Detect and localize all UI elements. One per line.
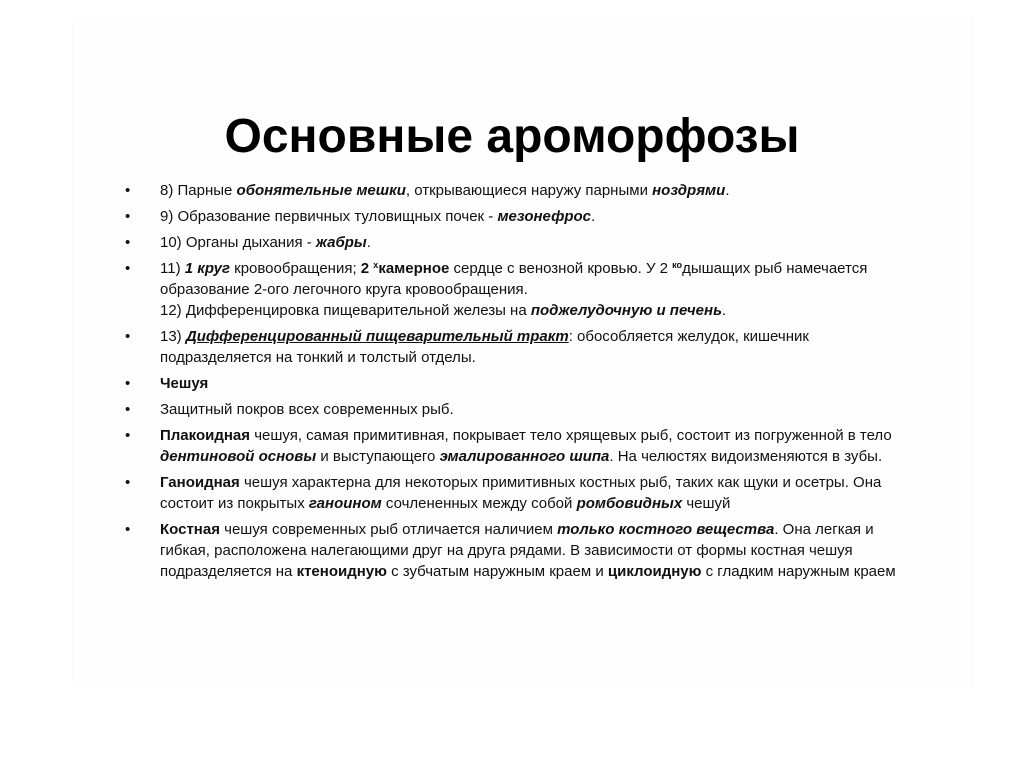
text-run: 8) Парные <box>160 182 237 199</box>
text-run: . <box>591 208 596 225</box>
text-run: эмалированного шипа <box>439 448 610 465</box>
text-run: поджелудочную и печень <box>530 302 722 319</box>
text-run: с гладким наружным краем <box>701 563 896 580</box>
text-run: Плакоидная <box>160 427 251 444</box>
text-run: 2 <box>360 260 374 277</box>
text-run: обонятельные мешки <box>236 182 406 199</box>
bullet-marker: • <box>125 234 131 251</box>
text-run: дышащих рыб намечается образование 2-ого легочного круга кровообращения. <box>160 260 868 298</box>
list-item <box>125 472 915 514</box>
text-run: ноздрями <box>652 182 726 199</box>
text-run: . На челюстях видоизменяются в зубы. <box>609 448 883 465</box>
text-run: мезонефрос <box>497 208 592 225</box>
text-run: ромбовидных <box>576 495 683 512</box>
text-run: с зубчатым наружным краем и <box>386 563 608 580</box>
bullet-marker: • <box>125 401 131 418</box>
text-run: : обособляется желудок, кишечник подразделяется на тонкий и толстый отделы. <box>160 328 809 366</box>
text-run: чешуя характерна для некоторых примитивных костных рыб, таких как щуки и осетры. Она состоит из покрытых <box>160 474 882 512</box>
list-item <box>125 180 915 201</box>
page-title: Основные ароморфозы <box>224 110 800 163</box>
text-run: сердце с венозной кровью. У 2 <box>449 260 673 277</box>
text-run: Защитный покров всех современных рыб. <box>160 401 454 418</box>
text-run: 11) <box>160 260 185 277</box>
list-item <box>125 425 915 467</box>
bullet-marker: • <box>125 328 131 345</box>
text-run: чешуй <box>682 495 731 512</box>
bullet-marker: • <box>125 208 131 225</box>
text-run: 10) Органы дыхания - <box>160 234 316 251</box>
text-run: дентиновой основы <box>160 448 317 465</box>
bullet-marker: • <box>125 474 131 491</box>
text-run: Ганоидная <box>160 474 240 491</box>
text-run: . <box>725 182 730 199</box>
list-item <box>125 326 915 368</box>
list-item <box>125 519 915 582</box>
text-run: 12) Дифференцировка пищеварительной железы на <box>160 302 531 319</box>
list-item <box>125 232 915 253</box>
bullet-marker: • <box>125 427 131 444</box>
text-run: . Она легкая и гибкая, расположена налегающими друг на друга рядами. В зависимости от формы костная чешуя подразделяется на <box>160 521 874 580</box>
text-run: ганоином <box>308 495 382 512</box>
text-run: 13) <box>160 328 186 345</box>
text-run: жабры <box>315 234 367 251</box>
text-run: циклоидную <box>607 563 702 580</box>
bullet-marker: • <box>125 521 131 538</box>
text-run: кровообращения; <box>229 260 361 277</box>
text-run: чешуя, самая примитивная, покрывает тело хрящевых рыб, состоит из погруженной в тело <box>250 427 892 444</box>
text-run: Дифференцированный пищеварительный тракт <box>185 328 569 345</box>
text-run: , открывающиеся наружу парными <box>405 182 653 199</box>
text-run: ктеноидную <box>296 563 387 580</box>
text-run: только костного вещества <box>557 521 775 538</box>
text-run: Чешуя <box>160 375 209 392</box>
text-run: чешуя современных рыб отличается наличием <box>219 521 558 538</box>
text-run: . <box>721 302 727 319</box>
bullet-marker: • <box>125 260 131 277</box>
list-item <box>125 258 915 321</box>
list-item <box>125 373 915 394</box>
text-run: . <box>366 234 371 251</box>
text-run: 1 круг <box>184 260 230 277</box>
text-run: 9) Образование первичных туловищных почек - <box>160 208 498 225</box>
list-item <box>125 206 915 227</box>
bullet-list <box>125 180 915 587</box>
text-run: ко <box>672 260 683 270</box>
bullet-marker: • <box>125 375 131 392</box>
bullet-marker: • <box>125 182 131 199</box>
list-item <box>125 399 915 420</box>
text-run: х <box>373 260 379 270</box>
text-run: сочлененных между собой <box>381 495 577 512</box>
text-run: камерное <box>378 260 450 277</box>
text-run: Костная <box>160 521 220 538</box>
text-run: и выступающего <box>316 448 440 465</box>
